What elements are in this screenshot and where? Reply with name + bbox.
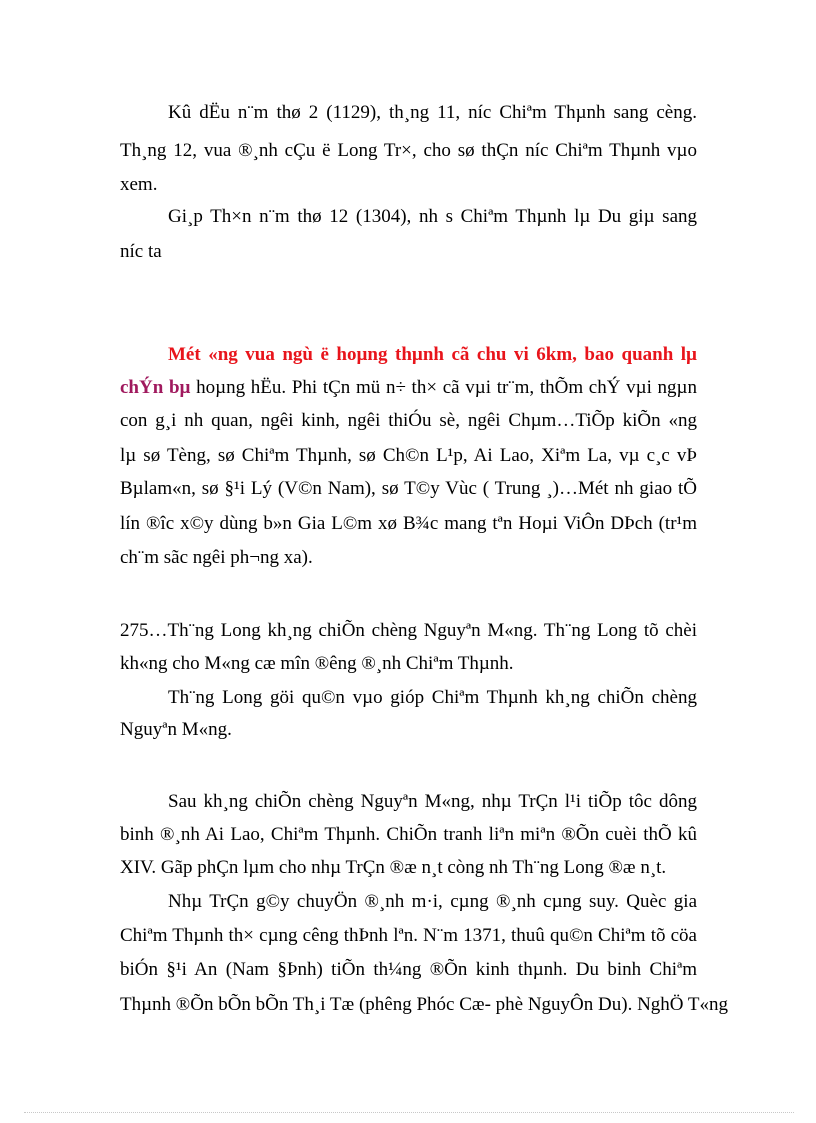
paragraph-5-line-1: Th¨ng Long göi qu©n vµo gióp Chiªm Thµnh kh¸ng chiÕn chèng (168, 687, 697, 708)
paragraph-3-line-5: Bµlam«n, sø §¹i Lý (V©n Nam), sø T©y Vùc ( Trung ¸)…Mét nh giao tÕ (120, 478, 697, 499)
paragraph-3-line-7: ch¨m sãc ngêi ph¬ng xa). (120, 547, 313, 568)
paragraph-5-line-2: Nguyªn M«ng. (120, 719, 232, 740)
paragraph-3-highlight-word: chÝn bµ (120, 377, 191, 398)
paragraph-3-line-4: lµ sø Tèng, sø Chiªm Thµnh, sø Ch©n L¹p, Ai Lao, Xiªm La, vµ c¸c vÞ (120, 445, 697, 466)
paragraph-3-highlight-line: Mét «ng vua ngù ë hoµng thµnh cã chu vi 6km, bao quanh lµ (168, 344, 697, 365)
paragraph-3-line-6: lín ®îc x©y dùng b»n Gia L©m xø B¾c mang tªn Hoµi ViÔn DÞch (tr¹m (120, 513, 697, 534)
paragraph-3-line-2 (120, 376, 697, 400)
paragraph-7-line-4: Thµnh ®Õn bÕn bÕn Th¸i Tæ (phêng Phóc Cæ- phè NguyÔn Du). NghÖ T«ng (120, 994, 729, 1015)
page-bottom-border (24, 1112, 794, 1113)
paragraph-7-line-1: Nhµ TrÇn g©y chuyÖn ®¸nh m·i, cµng ®¸nh cµng suy. Quèc gia (168, 891, 697, 912)
paragraph-6-line-3: XIV. Gãp phÇn lµm cho nhµ TrÇn ®æ n¸t còng nh Th¨ng Long ®æ n¸t. (120, 857, 667, 878)
paragraph-1-line-2: Th¸ng 12, vua ®¸nh cÇu ë Long Tr×, cho sø thÇn níc Chiªm Thµnh vµo (120, 140, 697, 161)
paragraph-7-line-3: biÓn §¹i An (Nam §Þnh) tiÕn th¼ng ®Õn kinh thµnh. Du binh Chiªm (120, 959, 697, 980)
paragraph-6-line-2: binh ®¸nh Ai Lao, Chiªm Thµnh. ChiÕn tranh liªn miªn ®Õn cuèi thÕ kû (120, 824, 697, 845)
paragraph-2-line-1: Gi¸p Th×n n¨m thø 12 (1304), nh s Chiªm Thµnh lµ Du giµ sang (168, 206, 697, 227)
paragraph-1-line-3: xem. (120, 174, 158, 195)
paragraph-3-line-2-text: hoµng hËu. Phi tÇn mü n÷ th× cã vµi tr¨m, thÕm chÝ vµi ngµn (190, 377, 697, 398)
paragraph-1-line-1: Kû dËu n¨m thø 2 (1129), th¸ng 11, níc Chiªm Thµnh sang cèng. (168, 102, 697, 123)
paragraph-2-line-2: níc ta (120, 241, 162, 262)
paragraph-4-line-2: kh«ng cho M«ng cæ mîn ®êng ®¸nh Chiªm Thµnh. (120, 653, 514, 674)
paragraph-6-line-1: Sau kh¸ng chiÕn chèng Nguyªn M«ng, nhµ TrÇn l¹i tiÕp tôc dông (168, 791, 697, 812)
paragraph-4-line-1: 275…Th¨ng Long kh¸ng chiÕn chèng Nguyªn M«ng. Th¨ng Long tõ chèi (120, 620, 697, 641)
paragraph-7-line-2: Chiªm Thµnh th× cµng cêng thÞnh lªn. N¨m 1371, thuû qu©n Chiªm tõ cöa (120, 925, 697, 946)
paragraph-3-line-3: con g¸i nh quan, ngêi kinh, ngêi thiÓu sè, ngêi Chµm…TiÕp kiÕn «ng (120, 410, 697, 431)
